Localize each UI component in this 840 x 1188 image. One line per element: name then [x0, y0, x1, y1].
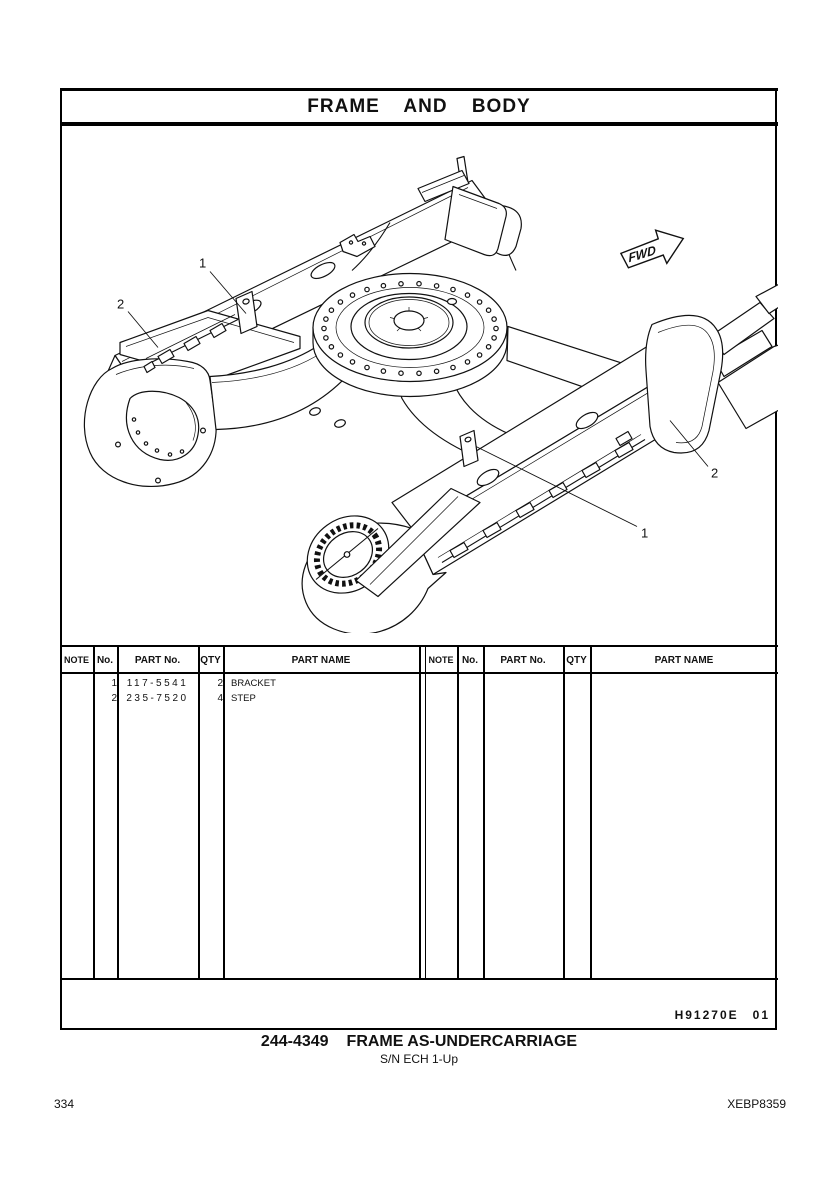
col-header-partname-2: PART NAME — [654, 654, 714, 666]
col-header-partname: PART NAME — [291, 654, 351, 666]
cell-part-name: BRACKET — [231, 678, 276, 689]
swing-bearing — [313, 274, 507, 397]
drawing-revision: 01 — [752, 1008, 770, 1022]
serial-range: S/N ECH 1-Up — [379, 1052, 459, 1066]
callout-1-top: 1 — [199, 255, 207, 271]
drawing-number: H91270E — [674, 1008, 739, 1022]
figure-part-title: FRAME AS-UNDERCARRIAGE — [346, 1033, 578, 1050]
col-header-partno-2: PART No. — [500, 654, 546, 666]
col-header-no-2: No. — [461, 654, 479, 666]
undercarriage-diagram — [60, 128, 778, 633]
cell-qty: 2 — [217, 678, 223, 689]
col-header-note-2: NOTE — [428, 655, 454, 665]
cell-part-no: 117-5541 — [126, 678, 189, 689]
section-title-bar — [60, 88, 778, 123]
parts-table — [60, 645, 778, 980]
front-rail-right-end — [646, 283, 778, 454]
drawing-code — [0, 1008, 770, 1022]
page-title: FRAME AND BODY — [307, 95, 531, 117]
front-rail-bracket — [460, 431, 478, 467]
cell-no: 1 — [111, 678, 117, 689]
callout-2-right: 2 — [711, 465, 719, 481]
callout-2-left: 2 — [117, 296, 125, 312]
fwd-arrow-icon — [617, 223, 688, 275]
cell-part-no: 235-7520 — [126, 693, 189, 704]
col-header-qty-2: QTY — [566, 654, 587, 666]
col-header-qty: QTY — [200, 654, 221, 666]
figure-part-number: 244-4349 — [260, 1033, 329, 1050]
col-header-partno: PART No. — [134, 654, 181, 666]
title-divider — [60, 123, 778, 126]
left-final-drive-housing — [84, 359, 216, 487]
cell-qty: 4 — [217, 693, 223, 704]
fwd-label: FWD — [627, 243, 657, 266]
callout-1-bottom: 1 — [641, 525, 649, 541]
col-header-note: NOTE — [63, 655, 89, 665]
figure-caption — [60, 1033, 778, 1051]
col-header-no: No. — [96, 654, 114, 666]
document-code: XEBP8359 — [727, 1097, 786, 1111]
page-number: 334 — [54, 1097, 75, 1111]
cell-no: 2 — [111, 693, 117, 704]
cell-part-name: STEP — [231, 693, 256, 704]
